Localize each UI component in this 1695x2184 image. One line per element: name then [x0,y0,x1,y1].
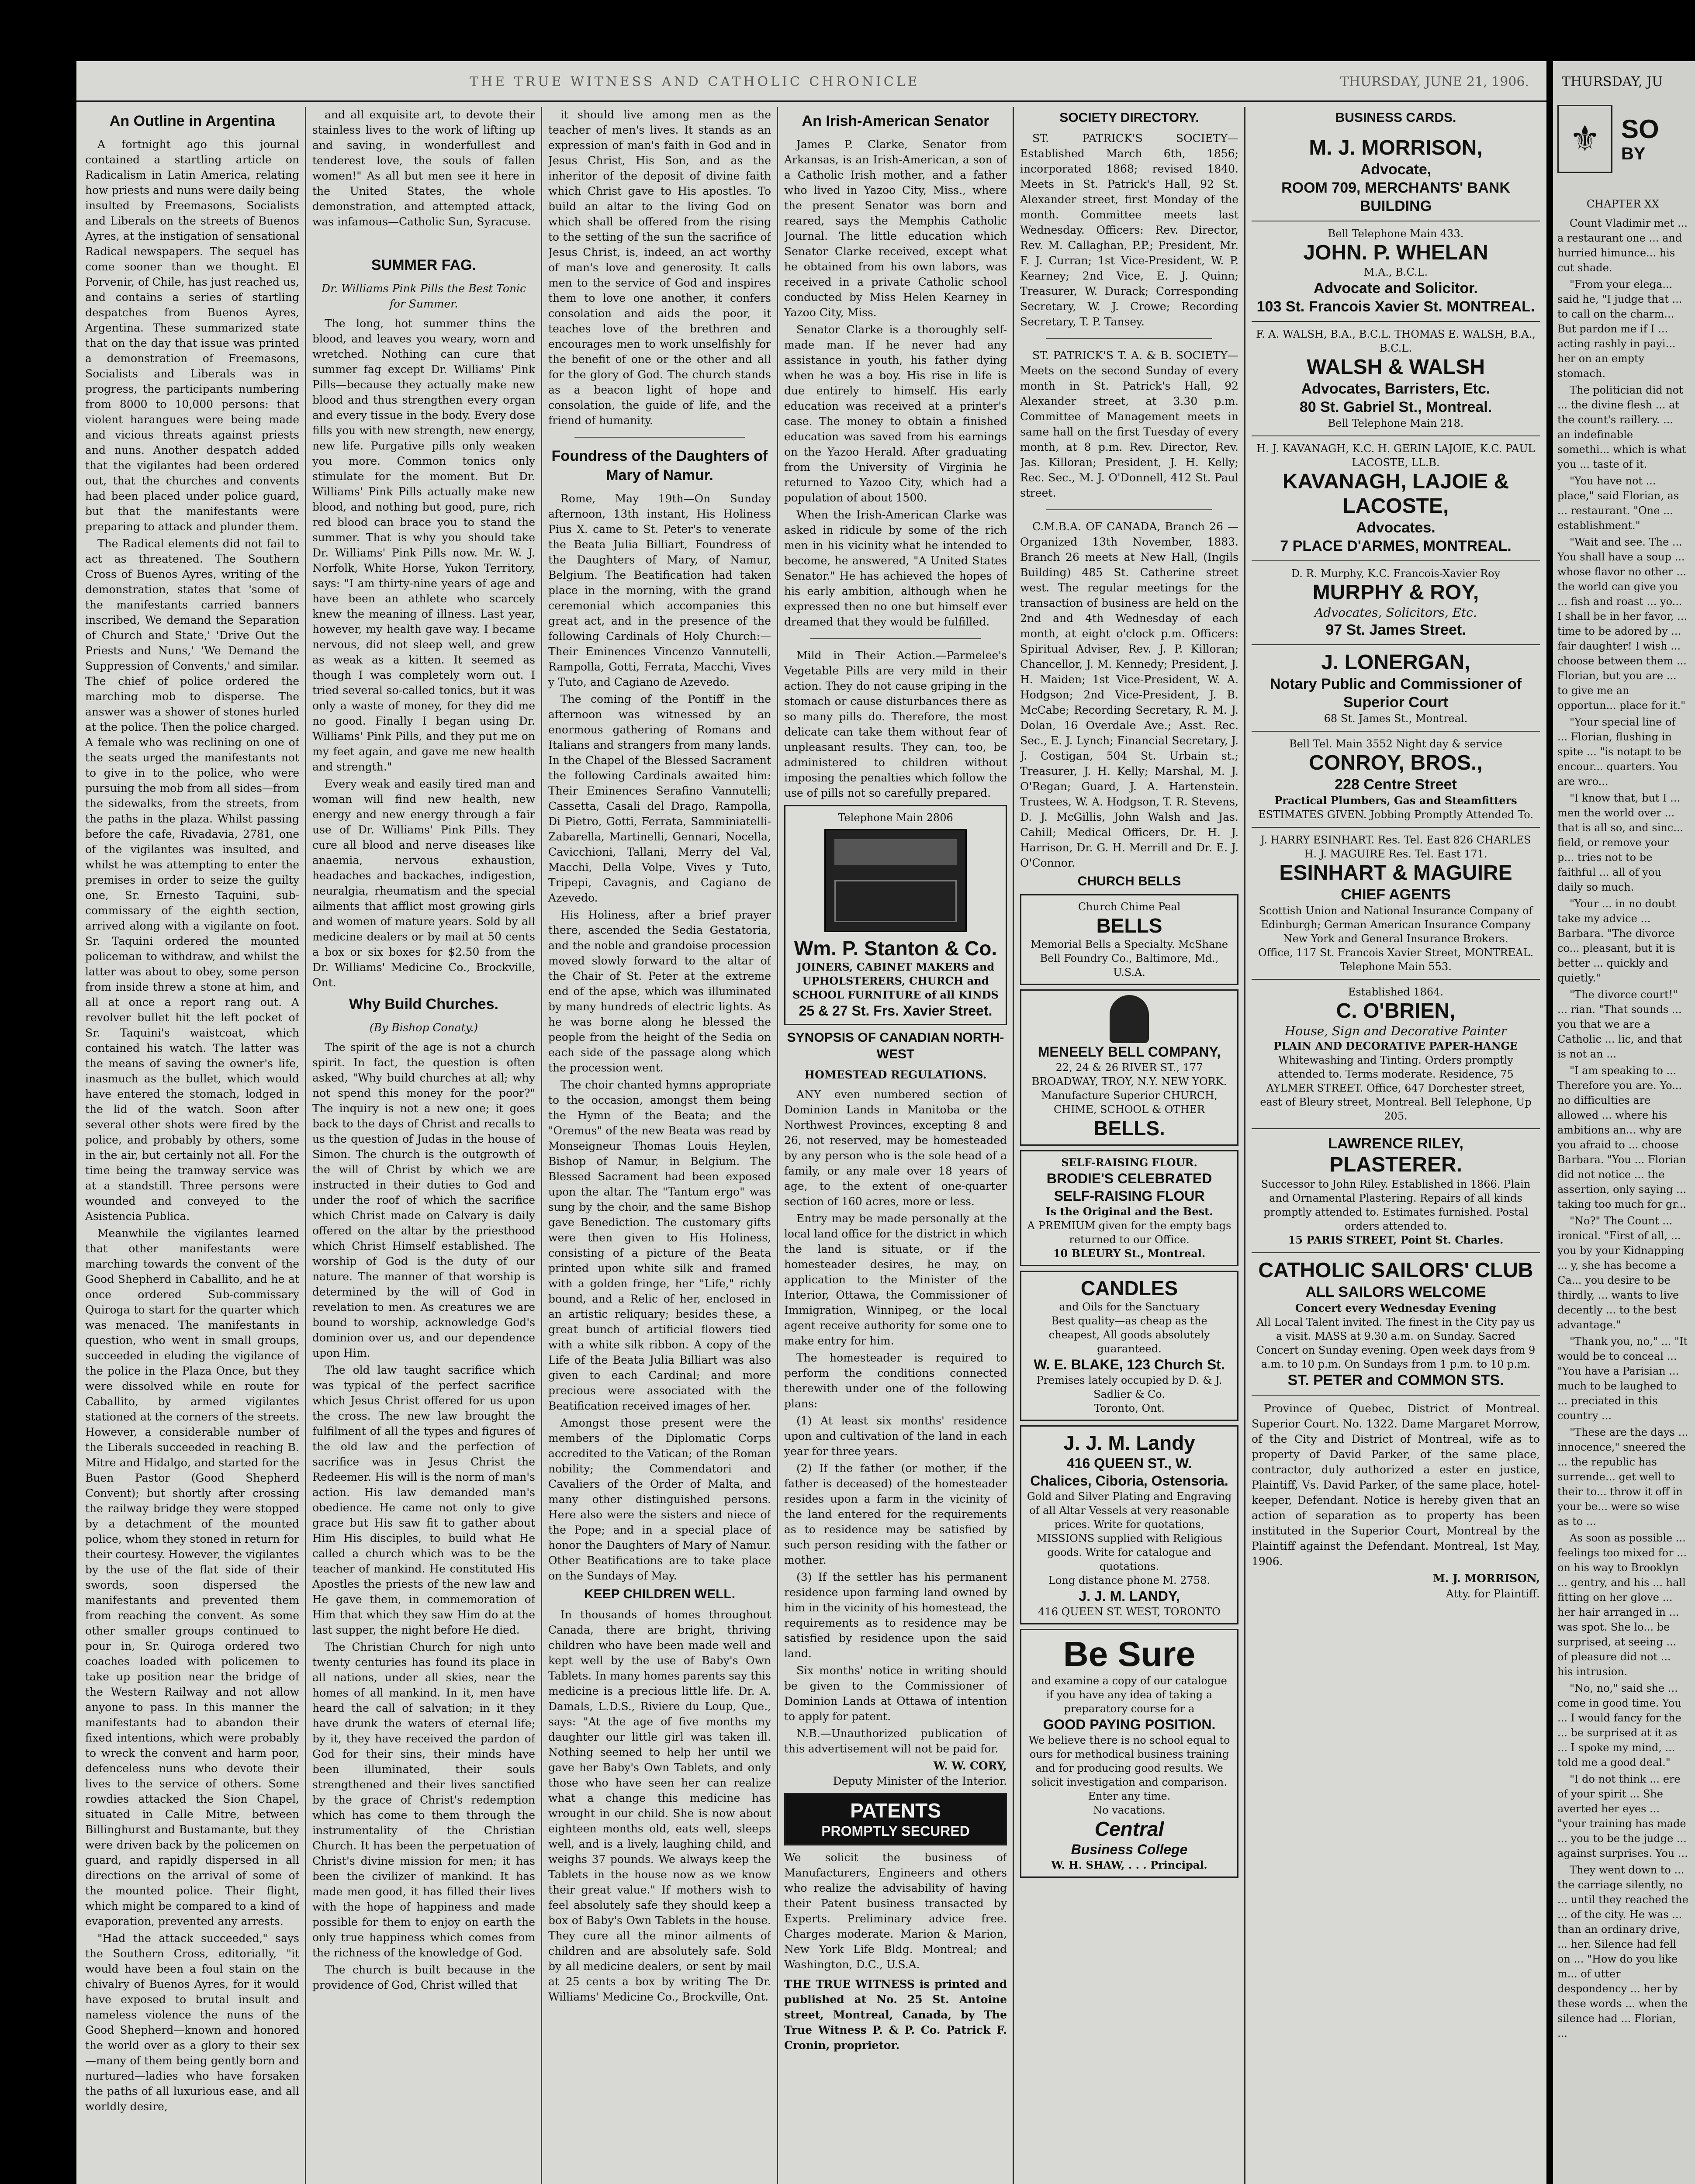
card-phone: Bell Telephone Main 218. [1328,417,1464,429]
card-address: 103 St. Francois Xavier St. MONTREAL. [1256,298,1535,315]
paragraph: As soon as possible ... feelings too mixed for ... on his way to Brooklyn ... gentry, and his ... hall fitting on her glove ... her hair arranged in ... was spot. She lo... be surprised, at seeing ... of pleasure did not ... his intrusion. [1557,1532,1687,1678]
ad-name: J. J. M. Landy [1063,1431,1195,1454]
card-partners: J. HARRY ESINHART. Res. Tel. East 826 CHARLES H. J. MAGUIRE Res. Tel. East 171. [1260,834,1531,860]
card-note: Whitewashing and Tinting. Orders promptly attended to. Terms moderate. Residence, 75 AYLMER STREET. Office, 647 Dorchester street, east of Bleury street, Montreal. Bell Telephone, Up 205. [1260,1054,1532,1122]
church-bells-heading: CHURCH BELLS [1077,874,1181,888]
ad-address: 22, 24 & 26 RIVER ST., 177 BROADWAY, TROY, N.Y. NEW YORK. [1031,1061,1227,1088]
paragraph: Every weak and easily tired man and woman will find new health, new energy and new energy through a fair use of Dr. Williams' Pink Pills. They cure all blood and nerve diseases like anaemia, nervous exhaustion, headaches and backaches, indigestion, neuralgia, rheumatism and the special ailments that afflict most growing girls and women of mature years. Sold by all medicine dealers or by mail at 50 cents a box or six boxes for $2.50 from the Dr. Williams' Medicine Co., Brockville, Ont. [312,778,535,989]
paragraph: The Christian Church for nigh unto twenty centuries has found its place in all nations, under all skies, near the homes of all mankind. In it, men have heard the call of salvation; in it they have drunk the waters of eternal life; by it, they have received the pardon of God for their sins, their minds have been illuminated, their souls strengthened and their lives sanctified by the grace of Christ's redemption which has come to them through the instrumentality of the Christian Church. It has been the perpetuation of Christ's divine mission for men; it has been the civilizer of mankind. It has made men good, it has filled their lives with the hope of happiness and made possible for them to enjoy on earth the only true happiness which comes from the richness of the knowledge of God. [312,1641,535,1959]
ad-text-2: We believe there is no school equal to ours for methodical business training and for producing good results. We solicit investigation and comparison. [1028,1734,1230,1788]
paragraph: "The divorce court!" ... rian. "That sounds ... you that we are a Catholic ... lic, and that is not an ... [1557,988,1682,1060]
landy-ad [1020,1425,1238,1624]
adjacent-title-block [1557,105,1688,173]
card-partners: F. A. WALSH, B.A., B.C.L. THOMAS E. WALSH, B.A., B.C.L. [1256,328,1536,354]
business-card [1252,221,1540,322]
ad-no-vacations: No vacations. [1093,1804,1166,1816]
patents-advertisement [784,1793,1007,1845]
divider [574,437,745,438]
card-name: J. LONERGAN, [1321,651,1470,674]
ad-missions: MISSIONS supplied with Religious goods. Write for catalogue and quotations. [1036,1532,1222,1572]
card-address: 7 PLACE D'ARMES, MONTREAL. [1280,538,1512,554]
legal-signature: M. J. MORRISON, [1433,1572,1540,1585]
card-title: House, Sign and Decorative Painter [1284,1024,1507,1038]
divider [1046,509,1212,510]
card-note: ESTIMATES GIVEN. Jobbing Promptly Attended To. [1258,809,1533,821]
adjacent-header: THURSDAY, JU [1562,74,1663,90]
column-rule [305,107,306,2184]
column-6 [1252,107,1540,2184]
synopsis-subtitle: HOMESTEAD REGULATIONS. [804,1068,987,1081]
article-heading-senator: An Irish-American Senator [802,113,989,129]
article-heading-children: KEEP CHILDREN WELL. [584,1587,736,1601]
adjacent-byline: BY [1621,144,1646,163]
paragraph: "Your special line of ... Florian, flushing in spite ... "is notapt to be encour... quarters. You are wro... [1557,716,1681,788]
paragraph: The Radical elements did not fail to act as threatened. The Southern Cross of Buenos Ayres, writing of the demonstration, states that 'some of the manifestants carried banners inscribed, We demand the Separation of Church and State,' 'Drive Out the Priests and Nuns,' 'We Demand the Suppression of Convents,' and similar. The chief of police ordered the marching mob to disperse. The answer was a shower of stones hurled at the police. Then the police charged. A female who was reclining on one of the seats urged the manifestants not to give in to the police, who were pursuing the mob from all sides—from the sidewalks, from the streets, from the paths in the plaza. Whilst passing before the cafe, Rivadavia, 2781, one of the vigilantes was insulted, and whilst he was attempting to enter the premises in order to seize the guilty one, Sr. Ernesto Taquini, sub-commissary of the eighth section, arrived along with a vigilante on foot. Sr. Taquini ordered the mounted policeman to withdraw, and whilst the latter was about to obey, some person from inside threw a stone at him, and all at once a report rang out. A revolver bullet hit the left pocket of Sr. Taquini's waistcoat, which contained his watch. The latter was the means of saving the owner's life, inasmuch as the bullet, which would have entered the stomach, lodged in the lid of the watch. Soon after several other shots were fired by the police, and probably by others, some in the air, but certainly not all. For the time being the tramway service was at a standstill. Three persons were wounded and conveyed to the Asistencia Publica. [85,537,299,1223]
card-title: ALL SAILORS WELCOME [1305,1284,1486,1300]
paragraph: Entry may be made personally at the local land office for the district in which the land is situate, or if the homesteader desires, he may, on application to the Minister of the Interior, Ottawa, the Commissioner of Immigration, Winnipeg, or the local agent receive authority for some one to make entry for him. [784,1212,1007,1347]
card-address: ST. PETER and COMMON STS. [1287,1372,1504,1389]
card-trade: Practical Plumbers, Gas and Steamfitters [1274,794,1517,807]
card-name: CONROY, BROS., [1309,751,1483,774]
article-subheading: Dr. Williams Pink Pills the Best Tonic for Summer. [321,282,526,310]
card-title: CHIEF AGENTS [1341,886,1451,903]
ad-line: Church Chime Peal [1078,901,1181,913]
paragraph: Meanwhile the vigilantes learned that other manifestants were marching towards the convent of the Good Shepherd in Caballito, and he at once ordered Sub-commissary Quiroga to start for the quarter which was menaced. The manifestants in question, who went in small groups, succeeded in eluding the vigilance of the police in the Plaza Once, but they were dissolved while en route for Caballito, by armed vigilantes stationed at the corners of the streets. However, a considerable number of the Liberals succeeded in reaching B. Mitre and Hidalgo, and started for the Buen Pastor (Good Shepherd Convent); but shortly after crossing the railway bridge they were stopped by a detachment of the mounted police, whom they stoned in return for their courtesy. However, the vigilantes by the use of the flat side of their swords, soon dispersed the manifestants and prevented them from reaching the convent. As some other smaller groups continued to pour in, Sr. Quiroga ordered two coaches loaded with policemen to take up position near the bridge of the Western Railway and not allow anyone to pass. In this manner the manifestants had to abandon their fixed intentions, which were probably to wreck the convent and harm poor, defenceless nuns who devote their lives to the service of others. Some rowdies attacked the Sion Chapel, situated in Calle Mitre, between Billinghurst and Bustamante, but they were driven back by the policemen on guard, and rapidly dispersed in all directions on the arrival of some of the mounted police. Their flight, which might be compared to a kind of evaporation, prevented any arrests. [85,1227,299,1928]
ad-name-2: J. J. M. LANDY, [1079,1588,1180,1604]
business-card [1252,1253,1540,1396]
card-desc: All Local Talent invited. The finest in the City pay us a visit. MASS at 9.30 a.m. on Sunday. Sacred Concert on Sunday evening. Open week days from 9 a.m. to 10 p.m. On Sundays from 1 p.m. to 10 p.m. [1256,1316,1536,1370]
business-card [1252,436,1540,561]
divider [1046,338,1212,339]
ad-enter: Enter any time. [1088,1790,1171,1802]
paragraph: The choir chanted hymns appropriate to the occasion, amongst them being the Hymn of the Beata; and the "Oremus" of the new Beata was read by Monseigneur Thomas Louis Heylen, Bishop of Namur, in Belgium. The Blessed Sacrament had been exposed upon the altar. The "Tantum ergo" was sung by the choir, and the same Bishop gave Benediction. The customary gifts were then given to His Holiness, consisting of a picture of the Beata printed upon white silk and framed with a golden fringe, her "Life," richly bound, and a Relic of her, enclosed in an artistic reliquary; besides these, a great bunch of artificial flowers tied with a white silk ribbon. A copy of the Life of the Beata Julia Billiart was also given to each Cardinal; and more precious were associated with the Beatification received images of her. [548,1078,771,1412]
ad-name: BRODIE'S CELEBRATED [1046,1171,1212,1186]
ad-city: Toronto, Ont. [1094,1402,1165,1414]
paragraph: Six months' notice in writing should be given to the Commissioner of Dominion Lands at Ottawa of intention to apply for patent. [784,1664,1007,1723]
paragraph: (3) If the settler has his permanent residence upon farming land owned by him in the vicinity of his homestead, the requirements as to residence may be satisfied by residence upon the said land. [784,1571,1007,1660]
paragraph: The politician did not ... the divine flesh ... at the count's raillery. ... an indefinable somethi... which is what you ... taste of it. [1557,384,1686,470]
card-partners: H. J. KAVANAGH, K.C. H. GERIN LAJOIE, K.C. PAUL LACOSTE, LL.B. [1256,442,1535,469]
newspaper-title: THE TRUE WITNESS AND CATHOLIC CHRONICLE [470,74,920,90]
legal-notice: Province of Quebec, District of Montreal. Superior Court. No. 1322. Dame Margaret Morrow, of the City and District of Montreal, wife as to property of David Parker, of the same place, contractor, duly authorized a ester en justice, Plaintiff, Vs. David Parker, of the same place, hotel-keeper, Defendant. Notice is hereby given that an action of separation as to property has been instituted in the Superior Court, Montreal by the Plaintiff against the Defendant. Montreal, 1st May, 1906. [1252,1402,1540,1568]
paragraph: and all exquisite art, to devote their stainless lives to the work of lifting up and saving, in wonderfullest and tenderest love, the souls of fallen women!" As all but men see it here in the United States, the whole demonstration, and attempted attack, was infamous—Catholic Sun, Syracuse. [312,108,535,228]
paragraph: Rome, May 19th—On Sunday afternoon, 13th instant, His Holiness Pius X. came to St. Peter's to venerate the Beata Julia Billiart, Foundress of the Daughters of Mary, of Namur, Belgium. The Beatification had taken place in the morning, with the grand ceremonial which accompanies this great act, and in the presence of the following Cardinals of Holy Church:—Their Eminences Vincenzo Vannutelli, Rampolla, Gotti, Ferrata, Macchi, Vives y Tuto, and Cagiano de Azevedo. [548,492,771,688]
legal-signature-title: Atty. for Plaintiff. [1446,1587,1540,1600]
business-card [1252,645,1540,732]
card-title: PLASTERER. [1329,1153,1463,1176]
article-heading-churches: Why Build Churches. [349,996,498,1013]
paragraph: "These are the days ... innocence," sneered the ... the republic has surrende... get well to their to... throw it off in your be... were so wise as to ... [1557,1426,1688,1527]
ad-subtitle: PROMPTLY SECURED [821,1823,970,1839]
paragraph: "I do not think ... ere of your spirit ... She averted her eyes ... "your training has made ... you to be the judge ... against surprises. You ... [1557,1773,1688,1859]
ad-text: Gold and Silver Plating and Engraving of all Altar Vessels at very reasonable prices. Write for quotations, [1027,1490,1232,1531]
card-name: ESINHART & MAGUIRE [1279,861,1512,885]
paragraph: Amongst those present were the members of the Diplomatic Corps accredited to the Vatican; of the Roman nobility; the Commendatori and Cavaliers of the Order of Malta, and many other distinguished persons. Here also were the sisters and niece of the Pope; and in a special place of honor the Daughters of Mary of Namur. Other Beatifications are to take place on the Sundays of May. [548,1417,771,1582]
bell-icon [1110,995,1149,1043]
column-1 [85,107,299,2184]
ad-side: and Oils for the Sanctuary [1059,1301,1200,1313]
article-heading-argentina: An Outline in Argentina [109,113,275,129]
ad-name-2: SELF-RAISING FLOUR [1054,1188,1205,1204]
card-name: JOHN. P. WHELAN [1303,241,1488,264]
society-directory-heading: SOCIETY DIRECTORY. [1059,111,1199,125]
candles-ad [1020,1271,1238,1421]
card-address: Office, 117 St. Francois Xavier Street, MONTREAL. Telephone Main 553. [1258,947,1534,973]
ad-address: 10 BLEURY St., Montreal. [1053,1247,1206,1260]
paragraph: A fortnight ago this journal contained a startling article on Radicalism in Latin America, relating how priests and nuns were daily being insulted by Freemasons, Socialists and Liberals on the streets of Buenos Ayres, at the instigation of sensational Radical newspapers. The sequel has come sooner than we thought. El Porvenir, of Chile, has just reached us, and contains a series of startling despatches from Buenos Ayres, Argentina. These summarized state that on the day that issue was printed a demonstration of Freemasons, Socialists and Liberals was in progress, the participants numbering from 8000 to 10,000 persons: that violent harangues were being made and vicious threats against priests and nuns. Another despatch added that the vigilantes had been ordered out, that the churches and convents had been placed under police guard, but that the manifestants were preparing to attack and plunder them. [85,138,299,533]
ad-text-2: Premises lately occupied by D. & J. Sadlier & Co. [1036,1374,1222,1400]
paragraph: "No?" The Count ... ironical. "First of all, ... you by your Kidnapping ... y, she has become a Ca... you desire to be thirdly, ... wants to live decently ... to the best advantage." [1557,1215,1685,1331]
stanton-advertisement [784,805,1007,1025]
business-card [1252,131,1540,221]
paragraph: "I am speaking to ... Therefore you are. Yo... no difficulties are allowed ... where his ambitions an... why are you afraid to ... choose Barbara. "You ... Florian did not notice ... the assertion, only saying ... taking too much for gr... [1557,1064,1687,1210]
adjacent-column [1557,197,1688,2184]
article-heading-summer-fag: SUMMER FAG. [371,257,476,273]
divider [810,638,981,639]
ad-address-2: 416 QUEEN ST. WEST, TORONTO [1038,1606,1221,1618]
card-title: Notary Public and Commissioner of Superior Court [1270,676,1522,711]
ad-big: CANDLES [1080,1277,1178,1299]
card-title: Advocates. [1356,519,1436,536]
card-degree: M.A., B.C.L. [1363,266,1428,278]
brodie-flour-ad [1020,1150,1238,1266]
column-3 [548,107,771,2184]
directory-entry: ST. PATRICK'S T. A. & B. SOCIETY—Meets on the second Sunday of every month in St. Patrick's Hall, 92 Alexander street, at 3.30 p.m. Committee of Management meets in same hall on the first Tuesday of every month, at 8 p.m. Rev. Director, Rev. Jas. Killoran; President, J. H. Kelly; Rec. Sec., M. J. O'Donnell, 412 St. Paul street. [1020,349,1238,499]
adjacent-page [1553,61,1695,2184]
ad-address: 25 & 27 St. Frs. Xavier Street. [799,1003,993,1019]
paragraph: Senator Clarke is a thoroughly self-made man. If he never had any assistance in youth, his father dying when he was a boy. His rise in life is due entirely to himself. His early education was received at a printer's case. The money to obtain a finished education was saved from his earnings on the Yazoo Herald. After graduating from the University of Virginia he returned to Yazoo City, which had a population of about 1500. [784,323,1007,504]
directory-entry: C.M.B.A. OF CANADA, Branch 26 —Organized 13th November, 1883. Branch 26 meets at New Hall, (Ingils Building) 485 St. Catherine street west. The regular meetings for the transaction of business are held on the 2nd and 4th Wednesday of each month, at eight o'clock p.m. Officers: Spiritual Adviser, Rev. J. P. Killoran; Chancellor, J. M. Kennedy; President, J. H. Maiden; 1st Vice-President, W. A. Hodgson; 2nd Vice-President, J. B. McCabe; Recording Secretary, R. M. J. Dolan, 16 Overdale Ave.; Asst. Rec. Sec., E. J. Lynch; Financial Secretary, J. J. Costigan, 504 St. Urbain st.; Treasurer, J. H. Kelly; Marshal, M. J. O'Regan; Guard, J. A. Hartenstein. Trustees, W. A. Hodgson, T. R. Stevens, D. J. McGillis, John Walsh and Jas. Cahill; Medical Officers, Dr. H. J. Harrison, Dr. G. H. Merrill and Dr. E. J. O'Connor. [1020,520,1238,869]
column-rule [1013,107,1014,2184]
card-established: Established 1864. [1348,986,1444,998]
card-address: 68 St. James St., Montreal. [1324,712,1468,725]
paragraph: James P. Clarke, Senator from Arkansas, is an Irish-American, a son of a Catholic Irish mother, and a father who lived in Yazoo City, Miss., where the present Senator was born and reared, says the Memphis Catholic Journal. The little education which Senator Clarke received, except what he obtained from his own labors, was received in a private Catholic school conducted by Miss Helen Kearney in Yazoo City, Miss. [784,138,1007,319]
business-card [1252,322,1540,436]
adjacent-chapter: CHAPTER XX [1586,198,1660,210]
paragraph: ANY even numbered section of Dominion Lands in Manitoba or the Northwest Provinces, excepting 8 and 26, not reserved, may be homesteaded by any person who is the sole head of a family, or any male over 18 years of age, to the extent of one-quarter section of 160 acres, more or less. [784,1088,1007,1208]
imprint: THE TRUE WITNESS is printed and published at No. 25 St. Antoine street, Montreal, Canada, by The True Witness P. & P. Co. Patrick F. Cronin, proprietor. [784,1978,1007,2052]
card-title: Advocate, [1360,161,1432,178]
card-phone: Bell Tel. Main 3552 Night day & service [1289,738,1502,750]
paragraph: In thousands of homes throughout Canada, there are bright, thriving children who have been made well and kept well by the use of Baby's Own Tablets. In many homes parents say this medicine is a precious little life. Dr. A. Damals, L.D.S., Riviere du Loup, Que., says: "At the age of five months my daughter our little girl was taken ill. Nothing seemed to help her until we gave her Baby's Own Tablets, and only those who have seen her can realize what a change this medicine has wrought in our child. She is now about eighteen months old, eats well, sleeps well, and is a lively, laughing child, and weighs 37 pounds. We always keep the Tablets in the house now as we know their great value." If mothers wish to feel absolutely safe they should keep a box of Baby's Own Tablets in the house. They cure all the minor ailments of children and are absolutely safe. Sold by all medicine dealers, or sent by mail at 25 cents a box by writing The Dr. Williams' Medicine Co., Brockville, Ont. [548,1608,771,2003]
card-address: 97 St. James Street. [1325,622,1466,638]
adjacent-title: SO [1621,114,1659,144]
card-address: ROOM 709, MERCHANTS' BANK BUILDING [1281,180,1510,214]
card-name: CATHOLIC SAILORS' CLUB [1258,1259,1533,1282]
synopsis-signature-title: Deputy Minister of the Interior. [833,1775,1007,1787]
card-title: Advocate and Solicitor. [1314,280,1478,297]
card-address: 228 Centre Street [1335,776,1457,793]
card-name: MURPHY & ROY, [1312,581,1479,604]
desk-illustration [824,829,967,932]
paragraph: "No, no," said she ... come in good time. You ... I would fancy for the ... be surprised at it as ... I spoke my mind, ... told me a good deal." [1557,1682,1681,1769]
paragraph: They went down to ... the carriage silently, no ... until they reached the ... of the city. He was ... than an ordinary drive, ... her. Silence had fell on ... "How do you like m... of utter despondency ... her by these words ... when the silence had ... Florian, ... [1557,1864,1688,2039]
college-name: Central [1094,1818,1164,1840]
paragraph: N.B.—Unauthorized publication of this advertisement will not be paid for. [784,1727,1007,1755]
card-name: KAVANAGH, LAJOIE & LACOSTE, [1282,470,1509,518]
column-rule [1244,107,1245,2184]
meneely-bells-ad [1020,989,1238,1146]
paragraph: (2) If the father (or mother, if the father is deceased) of the homesteader resides upon a farm in the vicinity of the land entered for the requirements as to residence may be satisfied by such person residing with the father or mother. [784,1462,1007,1566]
fleur-de-lis-icon: ⚜ [1557,105,1612,173]
business-card [1252,732,1540,828]
card-name: C. O'BRIEN, [1336,999,1456,1023]
paragraph: "You have not ... place," said Florian, as ... restaurant. "One ... establishment." [1557,475,1679,532]
ad-company-name: Wm. P. Stanton & Co. [794,937,997,960]
paragraph: The long, hot summer thins the blood, and leaves you weary, worn and wretched. Nothing can cure that summer fag except Dr. Williams' Pink Pills—because they actually make new blood and thus strengthen every organ and every tissue in the body. Every dose fills you with new strength, new energy, new life. Purgative pills only weaken you more. Common tonics only stimulate for the moment. But Dr. Williams' Pink Pills actually make new blood, and nothing but good, pure, rich red blood can brace you to stand the summer. That is why you should take Dr. Williams' Pink Pills now. Mr. W. J. Norfolk, White Horse, Yukon Territory, says: "I am thirty-nine years of age and have been an athlete who scarcely knew the meaning of illness. Last year, however, my health gave way. I became nervous, did not sleep well, and grew as weak as a kitten. It seemed as though I was completely worn out. I tried several so-called tonics, but it was only a waste of money, for they did me no good. Finally I began using Dr. Williams' Pink Pills, and they put me on my feet again, and gave me new health and strength." [312,317,535,773]
column-5 [1020,107,1238,2184]
paragraph: it should live among men as the teacher of men's lives. It stands as an expression of man's faith in God and in Jesus Christ, His Son, and as the inheritor of the deposit of divine faith which Christ gave to His apostles. To build an altar to the living God on which shall be offered from the rising to the setting of the sun the sacrifice of Jesus Christ, is, indeed, an act worthy of man's love and generosity. It calls men to the service of God and inspires them to love one another, it confers consolation and aids the poor, it teaches love of the brethren and encourages men to work unselfishly for the benefit of one or the other and all for the glory of God. The church stands as a beacon light of hope and consolation, the guide of life, and the friend of humanity. [548,108,771,427]
column-4 [784,107,1007,2184]
paragraph: (1) At least six months' residence upon and cultivation of the land in each year for three years. [784,1414,1007,1458]
ad-line: SELF-RAISING FLOUR. [1061,1156,1197,1169]
paragraph: "Wait and see. The ... You shall have a soup ... whose flavor no other ... the world can give you ... fish and roast ... yo... I shall be in her favor, ... time to be adored by ... fair daughter! I wish ... choose between them ... Florian, but you are ... to give me an opportun... place for it." [1557,536,1688,712]
business-card [1252,1129,1540,1253]
card-title: Advocates, Barristers, Etc. [1301,380,1491,397]
ad-title: PATENTS [850,1799,941,1822]
card-phone: Bell Telephone Main 433. [1328,228,1464,240]
card-partners: D. R. Murphy, K.C. Francois-Xavier Roy [1291,567,1501,580]
ad-big: BELLS [1096,914,1162,937]
directory-entry: ST. PATRICK'S SOCIETY—Established March 6th, 1856; incorporated 1868; revised 1840. Meets in St. Patrick's Hall, 92 St. Alexander street, first Monday of the month. Committee meets last Wednesday. Officers: Rev. Director, Rev. M. Callaghan, P.P.; President, Mr. F. J. Curran; 1st Vice-President, W. P. Kearney; 2nd Vice, E. J. Quinn; Treasurer, W. Durack; Corresponding Secretary, W. J. Crowe; Recording Secretary, T. P. Tansey. [1020,132,1238,328]
paragraph: The old law taught sacrifice which was typical of the perfect sacrifice which Jesus Christ offered for us upon the cross. The new law brought the fulfilment of all the types and figures of the old law and the perfection of sacrifice was in Jesus Christ the Redeemer. His will is the norm of man's action. His law demanded man's obedience. He came not only to give grace but His saw fit to gather about Him His disciples, to build what He called a church which was to be the teacher of mankind. He constituted His Apostles the priests of the new law and He gave them, in commemoration of Him that which they saw Him do at the last supper, the night before He died. [312,1364,535,1636]
paragraph: "Thank you, no," ... "It would be to conceal ... "You have a Parisian ... much to be laughed to ... preciated in this country ... [1557,1335,1688,1422]
ad-name: W. E. BLAKE, 123 Church St. [1034,1357,1225,1372]
paragraph: When the Irish-American Clarke was asked in ridicule by some of the rich men in his vicinity what he intended to become, he answered, "A United States Senator." He has achieved the hopes of his early ambition, although when he expressed then no one but himself ever dreamed that they would be fulfilled. [784,508,1007,628]
paragraph: His Holiness, after a brief prayer there, ascended the Sedia Gestatoria, and the noble and grandoise procession moved slowly forward to the altar of the Chair of St. Peter at the extreme end of the apse, which was illuminated by many hundreds of electric lights. As he was borne along he blessed the people from the height of the Sedia on each side of the passage along which the procession went. [548,909,771,1074]
paragraph: "Your ... in no doubt take my advice ... Barbara. "The divorce co... pleasant, but it is better ... quickly and quietly." [1557,898,1676,984]
principal: W. H. SHAW, . . . Principal. [1051,1859,1207,1871]
card-address: 15 PARIS STREET, Point St. Charles. [1288,1234,1504,1246]
ad-items: Chalices, Ciboria, Ostensoria. [1030,1473,1228,1489]
column-rule [541,107,542,2184]
paragraph: The church is built because in the providence of God, Christ willed that [312,1963,535,1991]
card-name: LAWRENCE RILEY, [1328,1135,1463,1152]
ad-phone: Long distance phone M. 2758. [1048,1574,1210,1586]
paragraph: Count Vladimir met ... a restaurant one ... and hurried himunce... his cut shade. [1557,217,1688,274]
business-card [1252,980,1540,1129]
ad-name: MENEELY BELL COMPANY, [1038,1044,1221,1060]
ad-big: Be Sure [1063,1635,1196,1673]
synopsis-title: SYNOPSIS OF CANADIAN NORTH-WEST [787,1030,1004,1061]
ad-line-4: A PREMIUM given for the empty bags returned to our Office. [1027,1220,1231,1246]
card-desc: Successor to John Riley. Established in 1866. Plain and Ornamental Plastering. Repairs of all kinds promptly attended to. Estimates furnished. Postal orders attended to. [1261,1178,1531,1232]
ad-position: GOOD PAYING POSITION. [1043,1717,1216,1732]
paragraph: Mild in Their Action.—Parmelee's Vegetable Pills are very mild in their action. They do not cause griping in the stomach or cause disturbances there as so many pills do. Therefore, the most delicate can take them without fear of unpleasant results. They can, too, be administered to children without imposing the penalties which follow the use of pills not so carefully prepared. [784,649,1007,799]
paragraph: The coming of the Pontiff in the afternoon was witnessed by an enormous gathering of Romans and Italians and strangers from many lands. In the Chapel of the Blessed Sacrament the following Cardinals awaited him: Their Eminences Serafino Vannutelli; Cassetta, Casali del Drago, Rampolla, Di Pietro, Gotti, Ferrata, Samminiatelli-Zabarella, Martinelli, Gennari, Nocella, Cavicchioni, Tallani, Merry del Val, Macchi, Della Volpe, Vives y Tuto, Tripepi, Cavagnis, and Cagiano de Azevedo. [548,693,771,904]
card-name: WALSH & WALSH [1307,356,1485,379]
paragraph: The homesteader is required to perform the conditions connected therewith under one of the following plans: [784,1351,1007,1410]
masthead [76,61,1546,102]
ad-small: Memorial Bells a Specialty. McShane Bell Foundry Co., Baltimore, Md., U.S.A. [1030,938,1228,978]
ad-text: and examine a copy of our catalogue if you have any idea of taking a preparatory course for a [1031,1675,1227,1715]
patents-ad-text: We solicit the business of Manufacturers, Engineers and others who realize the advisability of having their Patent business transacted by Experts. Preliminary advice free. Charges moderate. Marion & Marion, New York Life Bldg. Montreal; and Washington, D.C., U.S.A. [784,1851,1007,1971]
issue-date: THURSDAY, JUNE 21, 1906. [1340,74,1529,90]
business-card [1252,828,1540,980]
article-heading-foundress: Foundress of the Daughters of Mary of Namur. [551,448,768,484]
paragraph: "Had the attack succeeded," says the Southern Cross, editorially, "it would have been a foul stain on the chivalry of Buenos Ayres, for it would have exposed to brutal insult and nameless violence the nuns of the Good Shepherd—known and honored the world over as a glory to their sex—many of them being gently born and nurtured—ladies who have forsaken the paths of all luxurious ease, and all worldly desire, [85,1932,299,2113]
college-name-2: Business College [1071,1842,1188,1857]
card-name: M. J. MORRISON, [1309,136,1483,159]
ad-line-3: Is the Original and the Best. [1045,1205,1213,1218]
ad-address: 416 QUEEN ST., W. [1066,1455,1192,1471]
card-event: Concert every Wednesday Evening [1295,1302,1497,1314]
be-sure-ad [1020,1629,1238,1878]
article-byline: (By Bishop Conaty.) [369,1021,478,1034]
synopsis-signature: W. W. CORY, [933,1759,1007,1772]
mcshane-bells-ad [1020,894,1238,985]
ad-description: JOINERS, CABINET MAKERS and UPHOLSTERERS, CHURCH and SCHOOL FURNITURE of all KINDS [792,961,999,1001]
newspaper-page [76,61,1546,2184]
card-address: 80 St. Gabriel St., Montreal. [1299,399,1492,415]
ad-big: BELLS. [1093,1117,1165,1140]
paragraph: "I know that, but I ... men the world over ... that is all so, and sinc... field, or remove your p... tries not to be faithful ... all of you daily so much. [1557,792,1684,893]
ad-desc: Manufacture Superior CHURCH, CHIME, SCHOOL & OTHER [1041,1089,1218,1116]
column-2 [312,107,535,2184]
card-trade: PLAIN AND DECORATIVE PAPER-HANGE [1273,1040,1518,1052]
ad-phone: Telephone Main 2806 [838,812,953,824]
business-cards-heading: BUSINESS CARDS. [1335,111,1456,125]
paragraph: The spirit of the age is not a church spirit. In fact, the question is often asked, "Why build churches at all; why not spend this money for the poor?" The inquiry is not a new one; it goes back to the days of Christ and recalls to us the question of Judas in the house of Simon. The church is the outgrowth of the will of Christ by which we are instructed in their duties to God and under the roof of which the sacrifice which Christ made on Calvary is daily offered on the altar by the priesthood which Christ Himself established. The worship of God is the duty of our nature. The manner of that worship is determined by the will of God in revelation to men. As creatures we are bound to worship, acknowledge God's dominion over us, and our dependence upon Him. [312,1041,535,1359]
ad-text: Best quality—as cheap as the cheapest, All goods absolutely guaranteed. [1048,1315,1210,1355]
business-card [1252,561,1540,645]
card-desc: Scottish Union and National Insurance Company of Edinburgh; German American Insurance Company New York and General Insurance Brokers. [1259,905,1533,945]
card-title: Advocates, Solicitors, Etc. [1314,605,1477,620]
paragraph: "From your elega... said he, "I judge that ... to call on the charm... But pardon me if I ... acting rashly in payi... her on an empty stomach. [1557,278,1682,380]
column-rule [777,107,778,2184]
